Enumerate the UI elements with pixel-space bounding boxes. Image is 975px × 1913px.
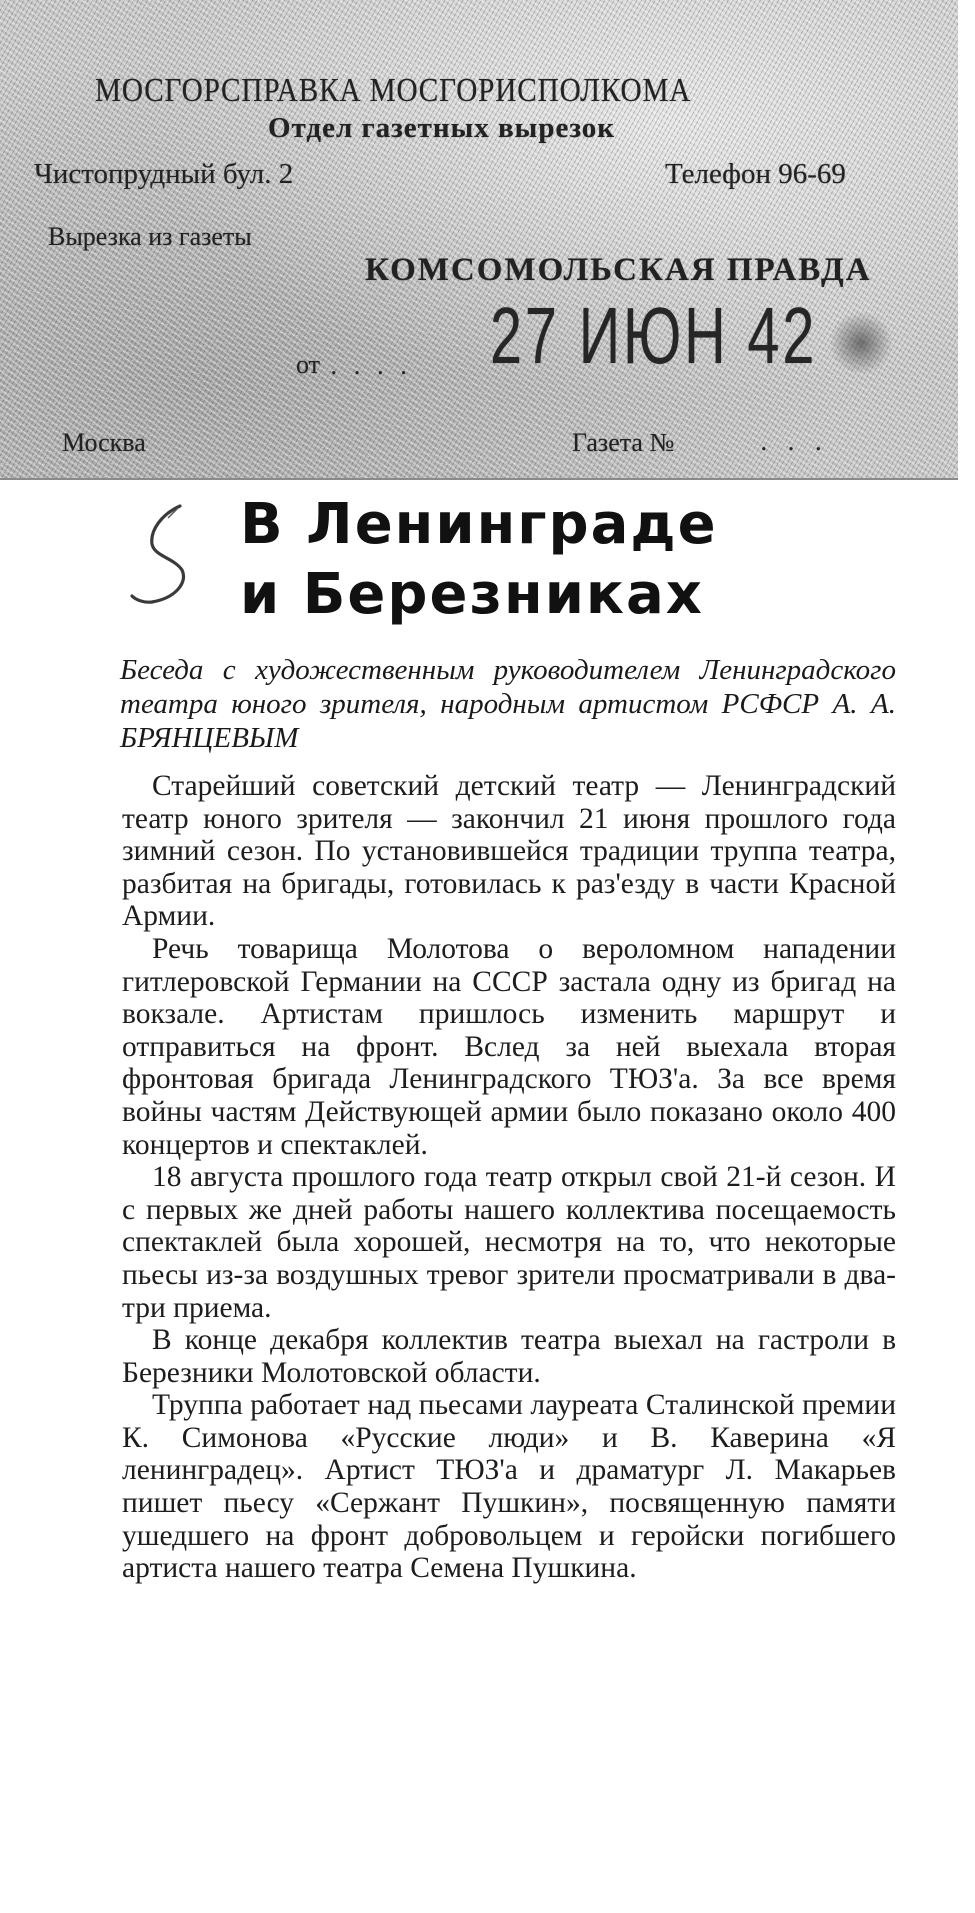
article-paragraph: Речь товарища Молотова о вероломном нападении гитлеровской Германии на СССР застала одну из бригад на вокзале. Артистам пришлось изменить маршрут и отправиться на фронт. Вслед за ней выехала вторая фронтовая бригада Ленинградского ТЮЗ'а. За все время войны частям Действующей армии было показано около 400 концертов и спектаклей.: [122, 932, 896, 1161]
stamp-organization: МОСГОРСПРАВКА МОСГОРИСПОЛКОМА: [95, 72, 692, 109]
stamp-ink-smudge: [828, 312, 894, 374]
stamp-date-dots: . . . .: [330, 352, 412, 380]
article-body: [122, 770, 896, 1585]
stamp-newspaper-name: КОМСОМОЛЬСКАЯ ПРАВДА: [365, 252, 872, 288]
article-paragraph: Старейший советский детский театр — Ленинградский театр юного зрителя — закончил 21 июня прошлого года зимний сезон. По установившейся традиции труппа театра, разбитая на бригады, готовилась к раз'езду в части Красной Армии.: [122, 770, 896, 933]
stamp-city: Москва: [62, 428, 146, 457]
handwritten-mark: [122, 500, 212, 610]
clipping-stamp: [0, 0, 958, 480]
stamp-date-prefix: от: [296, 350, 321, 379]
stamp-department: Отдел газетных вырезок: [268, 112, 616, 144]
headline-line-2: и Березниках: [240, 562, 704, 627]
article-headline: [240, 490, 718, 630]
stamp-phone: Телефон 96-69: [665, 158, 846, 190]
stamp-issue-dots: . . .: [760, 428, 829, 456]
stamp-address: Чистопрудный бул. 2: [34, 158, 294, 190]
article-paragraph: 18 августа прошлого года театр открыл свой 21-й сезон. И с первых же дней работы нашего коллектива посещаемость спектаклей была хорошей, несмотря на то, что некоторые пьесы из-за воздушных тревог зрители просматривали в два-три приема.: [122, 1161, 896, 1324]
headline-line-1: В Ленинграде: [240, 492, 718, 557]
article-paragraph: В конце декабря коллектив театра выехал на гастроли в Березники Молотовской области.: [122, 1324, 896, 1389]
article-paragraph: Труппа работает над пьесами лауреата Сталинской премии К. Симонова «Русские люди» и В. Каверина «Я ленинградец». Артист ТЮЗ'а и драматург Л. Макарьев пишет пьесу «Сержант Пушкин», посвященную памяти ушедшего на фронт добровольцем и геройски погибшего артиста нашего театра Семена Пушкина.: [122, 1389, 896, 1585]
stamp-clipping-from: Вырезка из газеты: [48, 222, 252, 251]
stamp-issue-label: Газета №: [572, 428, 675, 457]
article-lead: Беседа с художественным руководителем Ленинградского театра юного зрителя, народным артистом РСФСР А. А. БРЯНЦЕВЫМ: [120, 654, 896, 754]
stamp-date: 27 ИЮН 42: [490, 291, 818, 380]
